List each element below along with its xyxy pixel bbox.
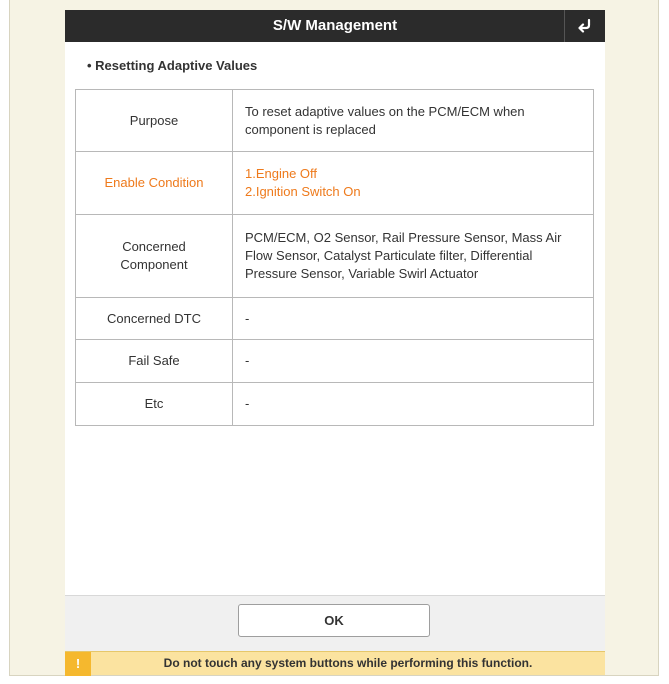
row-label-line: Concerned — [122, 239, 186, 254]
row-label: Concerned DTC — [76, 298, 233, 340]
ok-button[interactable]: OK — [238, 604, 430, 637]
table-row — [76, 90, 594, 152]
table-row — [76, 152, 594, 215]
dialog-panel — [65, 10, 605, 675]
back-button[interactable] — [564, 10, 605, 42]
row-value-line: Pressure Sensor, Variable Swirl Actuator — [245, 266, 479, 281]
table-row — [76, 215, 594, 298]
row-value-line: 2.Ignition Switch On — [245, 184, 361, 199]
row-label: Fail Safe — [76, 340, 233, 383]
row-value-line: PCM/ECM, O2 Sensor, Rail Pressure Sensor, Mass Air — [245, 230, 562, 245]
row-label: Purpose — [76, 90, 233, 152]
title-bar — [65, 10, 605, 42]
row-value: - — [233, 340, 594, 383]
row-value: - — [233, 298, 594, 340]
row-value: - — [233, 383, 594, 426]
dialog-footer — [65, 595, 605, 651]
row-value-line: Flow Sensor, Catalyst Particulate filter, Differential — [245, 248, 533, 263]
warning-bar — [65, 651, 605, 675]
row-value-line: component is replaced — [245, 121, 376, 137]
warning-icon: ! — [65, 652, 91, 676]
row-label-line: Component — [120, 257, 188, 272]
info-table — [75, 89, 594, 426]
section-title: • Resetting Adaptive Values — [87, 58, 258, 73]
return-arrow-icon — [577, 19, 593, 33]
table-row — [76, 383, 594, 426]
warning-text: Do not touch any system buttons while performing this function. — [163, 656, 533, 670]
row-label: Etc — [76, 383, 233, 426]
row-value — [233, 90, 594, 152]
row-label: Enable Condition — [76, 152, 233, 215]
row-label — [76, 215, 233, 298]
row-value-line: To reset adaptive values on the PCM/ECM when — [245, 103, 525, 119]
row-value — [233, 152, 594, 215]
table-row — [76, 298, 594, 340]
row-value-line: 1.Engine Off — [245, 166, 318, 181]
row-value — [233, 215, 594, 298]
table-row — [76, 340, 594, 383]
window-title: S/W Management — [272, 17, 398, 34]
